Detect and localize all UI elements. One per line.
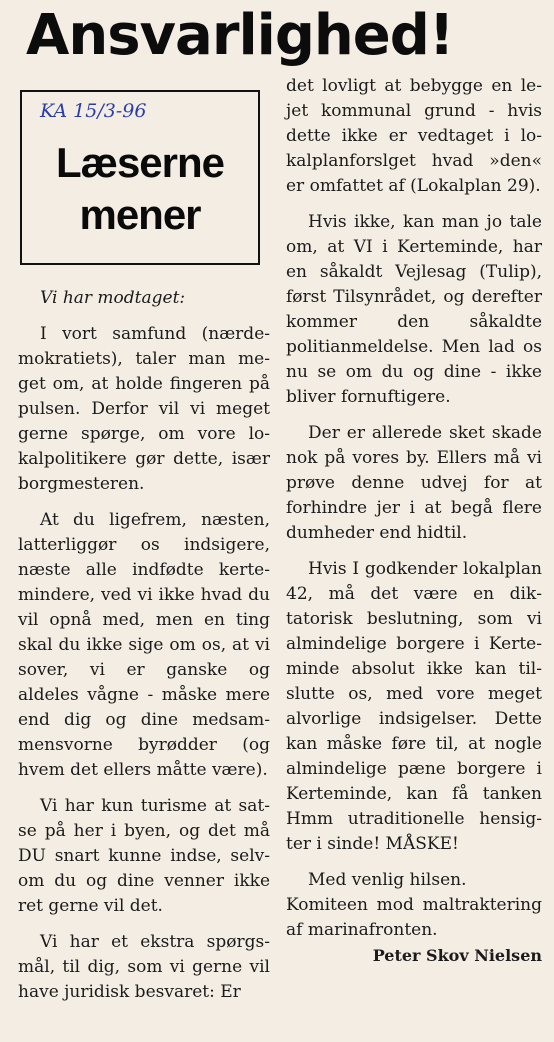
closing-committee: Komiteen mod maltraktering af marinafronten. (286, 895, 542, 940)
closing-greeting: Med venlig hilsen. (308, 870, 467, 890)
paragraph: I vort samfund (nærdemokratiets), taler man meget om, at holde fingeren på pulsen. Derfor vil vi meget gerne spørge, om vore lokalpolitikere gør dette, især borgmesteren. (18, 324, 270, 494)
box-title-line1: Læserne (55, 139, 225, 186)
right-column (286, 74, 542, 979)
headline: Ansvarlighed! (26, 3, 454, 68)
paragraph: Vi har kun turisme at satse på her i byen, og det må DU snart kunne indse, selvom du og dine venner ikke ret gerne vil det. (18, 796, 270, 916)
handwritten-note: KA 15/3-96 (40, 100, 147, 122)
left-column (18, 286, 270, 1016)
readers-opinion-box (20, 90, 260, 265)
box-title-line2: mener (79, 191, 201, 238)
signature: Peter Skov Nielsen (372, 946, 542, 965)
intro-line: Vi har modtaget: (40, 288, 186, 308)
paragraph: Hvis ikke, kan man jo tale om, at VI i Kerteminde, har en såkaldt Vejlesag (Tulip), først Tilsynrådet, og derefter kommer den såkaldte politianmeldelse. Men lad os nu se om du og dine - ikke bliver fornuftigere. (286, 212, 542, 407)
paragraph-continued: det lovligt at bebygge en lejet kommunal grund - hvis dette ikke er vedtaget i lokalplanforslget hvad »den« er omfattet af (Lokalplan 29). (286, 76, 542, 196)
paragraph: Der er allerede sket skade nok på vores by. Ellers må vi prøve denne udvej for at forhindre jer i at begå flere dumheder end hidtil. (286, 423, 542, 543)
paragraph: Vi har et ekstra spørgsmål, til dig, som vi gerne vil have juridisk besvaret: Er (18, 932, 270, 1002)
paragraph: At du ligefrem, næsten, latterliggør os indsigere, næste alle indfødte kertemindere, ved vi ikke hvad du vil opnå med, men en ting skal du ikke sige om os, at vi sover, vi er ganske og aldeles vågne - måske mere end dig og dine medsammensvorne byrødder (og hvem det ellers måtte være). (18, 510, 270, 780)
paragraph: Hvis I godkender lokalplan 42, må det være en diktatorisk beslutning, som vi almindelige borgere i Kerteminde absolut ikke kan tilslutte os, med vore meget alvorlige indsigelser. Dette kan måske føre til, at nogle almindelige pæne borgere i Kerteminde, kan få tanken Hmm utraditionelle hensigter i sinde! MÅSKE! (286, 559, 542, 854)
